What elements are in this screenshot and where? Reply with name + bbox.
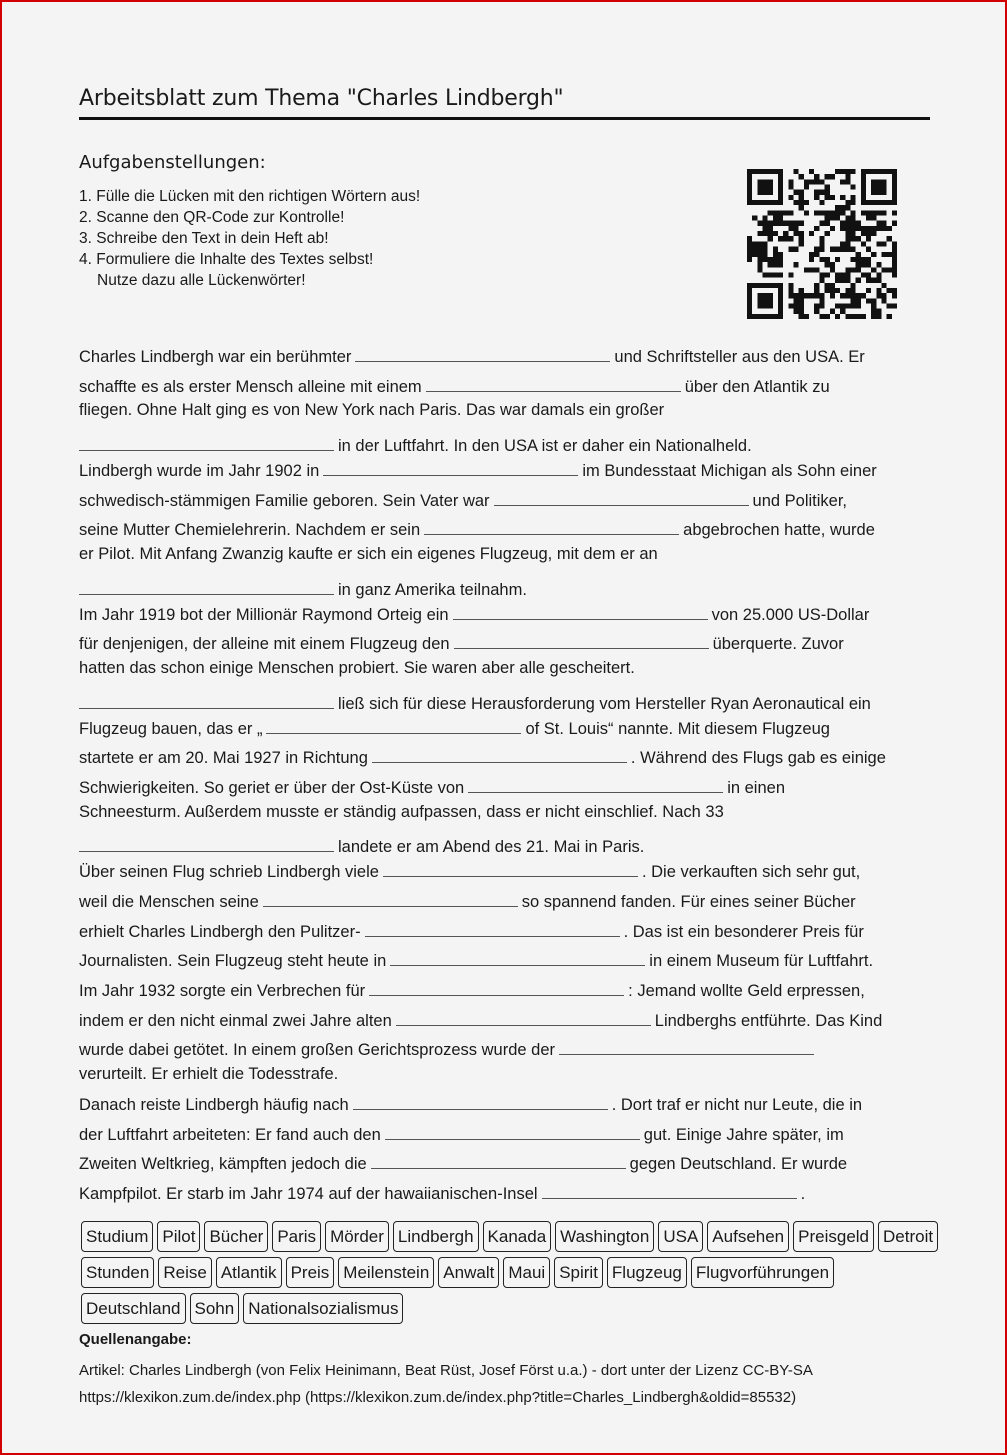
- blank-field[interactable]: [365, 917, 620, 937]
- text-line: [79, 431, 939, 456]
- text-segment: gegen Deutschland. Er wurde: [629, 1155, 848, 1174]
- text-segment: Danach reiste Lindbergh häufig nach: [79, 1095, 349, 1114]
- text-segment: weil die Menschen seine: [79, 892, 259, 911]
- text-segment: Über seinen Flug schrieb Lindbergh viele: [79, 863, 379, 882]
- text-line: [79, 629, 939, 659]
- blank-field[interactable]: [424, 515, 679, 535]
- cloze-text: [79, 342, 939, 1209]
- text-line: [79, 714, 939, 744]
- text-line: [79, 486, 939, 516]
- text-line: [79, 1065, 939, 1090]
- text-line: [79, 401, 939, 431]
- blank-field[interactable]: [355, 342, 610, 362]
- text-segment: of St. Louis“ nannte. Mit diesem Flugzeug: [525, 719, 830, 738]
- text-segment: über den Atlantik zu: [684, 377, 830, 396]
- text-segment: . Dort traf er nicht nur Leute, die in: [611, 1095, 863, 1114]
- word-chip[interactable]: Studium: [81, 1221, 153, 1252]
- word-chip[interactable]: Preisgeld: [793, 1221, 874, 1252]
- text-segment: ließ sich für diese Herausforderung vom Hersteller Ryan Aeronautical ein: [338, 694, 871, 713]
- sources: [79, 1357, 813, 1411]
- blank-field[interactable]: [79, 689, 334, 709]
- text-segment: in einen: [727, 778, 786, 797]
- text-segment: erhielt Charles Lindbergh den Pulitzer-: [79, 922, 361, 941]
- word-chip[interactable]: Deutschland: [81, 1293, 186, 1324]
- word-chip[interactable]: Spirit: [554, 1257, 603, 1288]
- word-chip[interactable]: Aufsehen: [707, 1221, 789, 1252]
- word-chip[interactable]: Washington: [555, 1221, 654, 1252]
- text-segment: verurteilt. Er erhielt die Todesstrafe.: [79, 1065, 339, 1083]
- text-segment: startete er am 20. Mai 1927 in Richtung: [79, 749, 368, 768]
- task-item: 1. Fülle die Lücken mit den richtigen Wörtern aus!: [79, 188, 421, 205]
- text-segment: landete er am Abend des 21. Mai in Paris.: [338, 838, 645, 857]
- text-segment: Schwierigkeiten. So geriet er über der Ost-Küste von: [79, 778, 465, 797]
- text-segment: von 25.000 US-Dollar: [711, 605, 870, 624]
- text-segment: so spannend fanden. Für eines seiner Bücher: [521, 892, 856, 911]
- blank-field[interactable]: [79, 431, 334, 451]
- text-line: [79, 917, 939, 947]
- text-line: [79, 773, 939, 803]
- blank-field[interactable]: [385, 1120, 640, 1140]
- blank-field[interactable]: [383, 857, 638, 877]
- text-segment: schwedisch-stämmigen Familie geboren. Sein Vater war: [79, 491, 490, 510]
- task-item: 2. Scanne den QR-Code zur Kontrolle!: [79, 209, 345, 226]
- task-item: 4. Formuliere die Inhalte des Textes selbst!: [79, 251, 374, 268]
- tasks-heading: Aufgabenstellungen:: [79, 152, 266, 173]
- blank-field[interactable]: [369, 976, 624, 996]
- word-chip[interactable]: USA: [658, 1221, 703, 1252]
- task-list: [79, 186, 420, 291]
- word-chip[interactable]: Paris: [272, 1221, 321, 1252]
- blank-field[interactable]: [353, 1090, 608, 1110]
- blank-field[interactable]: [79, 575, 334, 595]
- word-chip[interactable]: Stunden: [81, 1257, 154, 1288]
- text-line: [79, 600, 939, 630]
- text-line: [79, 1120, 939, 1150]
- word-chip[interactable]: Reise: [158, 1257, 211, 1288]
- blank-field[interactable]: [263, 887, 518, 907]
- text-segment: Charles Lindbergh war ein berühmter: [79, 348, 352, 366]
- text-line: [79, 1179, 939, 1209]
- text-segment: der Luftfahrt arbeiteten: Er fand auch den: [79, 1125, 381, 1144]
- text-line: [79, 659, 939, 689]
- blank-field[interactable]: [396, 1006, 651, 1026]
- word-chip[interactable]: Atlantik: [216, 1257, 282, 1288]
- blank-field[interactable]: [426, 372, 681, 392]
- source-article: Artikel: Charles Lindbergh (von Felix Heinimann, Beat Rüst, Josef Först u.a.) - dort unter der Lizenz CC-BY-SA: [79, 1362, 813, 1379]
- text-line: [79, 456, 939, 486]
- word-chip[interactable]: Pilot: [157, 1221, 200, 1252]
- text-segment: fliegen. Ohne Halt ging es von New York nach Paris. Das war damals ein großer: [79, 401, 665, 420]
- word-chip[interactable]: Lindbergh: [393, 1221, 479, 1252]
- title-divider: [79, 117, 930, 120]
- text-line: [79, 1090, 939, 1120]
- text-segment: gut. Einige Jahre später, im: [643, 1125, 844, 1144]
- text-segment: . Während des Flugs gab es einige: [630, 749, 886, 768]
- blank-field[interactable]: [453, 600, 708, 620]
- word-chip[interactable]: Mörder: [325, 1221, 389, 1252]
- word-chip[interactable]: Flugvorführungen: [691, 1257, 834, 1288]
- page-title: Arbeitsblatt zum Thema "Charles Lindbergh": [79, 86, 564, 111]
- qr-code-icon[interactable]: [747, 168, 897, 320]
- text-line: [79, 372, 939, 402]
- text-segment: im Bundesstaat Michigan als Sohn einer: [582, 461, 877, 480]
- word-chip[interactable]: Bücher: [204, 1221, 268, 1252]
- text-line: [79, 515, 939, 545]
- text-segment: und Schriftsteller aus den USA. Er: [614, 348, 865, 366]
- text-segment: für denjenigen, der alleine mit einem Flugzeug den: [79, 635, 450, 654]
- word-chip[interactable]: Maui: [503, 1257, 550, 1288]
- text-segment: Flugzeug bauen, das er „: [79, 719, 263, 738]
- text-line: [79, 1035, 939, 1065]
- blank-field[interactable]: [266, 714, 521, 734]
- text-line: [79, 689, 939, 714]
- text-line: [79, 743, 939, 773]
- word-chip[interactable]: Meilenstein: [338, 1257, 434, 1288]
- text-segment: seine Mutter Chemielehrerin. Nachdem er sein: [79, 521, 421, 540]
- text-segment: in der Luftfahrt. In den USA ist er daher ein Nationalheld.: [338, 437, 752, 456]
- source-url[interactable]: https://klexikon.zum.de/index.php (https://klexikon.zum.de/index.php?title=Charles_Lindbergh&oldid=85532): [79, 1389, 797, 1406]
- sources-heading: Quellenangabe:: [79, 1331, 192, 1348]
- blank-field[interactable]: [454, 629, 709, 649]
- text-line: [79, 887, 939, 917]
- text-segment: Kampfpilot. Er starb im Jahr 1974 auf der hawaiianischen-Insel: [79, 1184, 538, 1203]
- text-line: [79, 575, 939, 600]
- text-line: [79, 832, 939, 857]
- word-chip[interactable]: Nationalsozialismus: [243, 1293, 403, 1324]
- blank-field[interactable]: [559, 1035, 814, 1055]
- task-item: 3. Schreibe den Text in dein Heft ab!: [79, 230, 329, 247]
- text-segment: schaffte es als erster Mensch alleine mit einem: [79, 377, 422, 396]
- word-chip[interactable]: Anwalt: [438, 1257, 499, 1288]
- text-segment: Lindberghs entführte. Das Kind: [654, 1011, 883, 1030]
- text-line: [79, 342, 939, 372]
- task-item: Nutze dazu alle Lückenwörter!: [97, 272, 306, 289]
- text-segment: : Jemand wollte Geld erpressen,: [628, 981, 865, 1000]
- word-bank: [81, 1221, 941, 1324]
- text-segment: überquerte. Zuvor: [712, 635, 844, 654]
- text-segment: und Politiker,: [752, 491, 848, 510]
- text-segment: Im Jahr 1932 sorgte ein Verbrechen für: [79, 981, 366, 1000]
- text-segment: Journalisten. Sein Flugzeug steht heute in: [79, 952, 387, 971]
- text-segment: Schneesturm. Außerdem musste er ständig aufpassen, dass er nicht einschlief. Nach 33: [79, 802, 724, 821]
- blank-field[interactable]: [371, 1149, 626, 1169]
- blank-field[interactable]: [494, 486, 749, 506]
- text-segment: in ganz Amerika teilnahm.: [338, 580, 527, 599]
- word-chip[interactable]: Kanada: [483, 1221, 552, 1252]
- text-segment: hatten das schon einige Menschen probiert. Sie waren aber alle gescheitert.: [79, 658, 635, 677]
- text-segment: Zweiten Weltkrieg, kämpften jedoch die: [79, 1155, 367, 1174]
- text-segment: . Die verkauften sich sehr gut,: [641, 863, 861, 882]
- text-segment: Lindbergh wurde im Jahr 1902 in: [79, 461, 320, 480]
- blank-field[interactable]: [372, 743, 627, 763]
- word-chip[interactable]: Flugzeug: [607, 1257, 687, 1288]
- text-line: [79, 1149, 939, 1179]
- word-chip[interactable]: Sohn: [190, 1293, 240, 1324]
- text-line: [79, 1006, 939, 1036]
- blank-field[interactable]: [323, 456, 578, 476]
- text-line: [79, 946, 939, 976]
- text-line: [79, 545, 939, 575]
- text-segment: in einem Museum für Luftfahrt.: [649, 952, 874, 971]
- word-chip[interactable]: Preis: [286, 1257, 335, 1288]
- text-segment: wurde dabei getötet. In einem großen Gerichtsprozess wurde der: [79, 1041, 556, 1060]
- text-segment: abgebrochen hatte, wurde: [683, 521, 875, 540]
- text-line: [79, 857, 939, 887]
- text-segment: Im Jahr 1919 bot der Millionär Raymond Orteig ein: [79, 605, 449, 624]
- text-line: [79, 803, 939, 833]
- text-segment: . Das ist ein besonderer Preis für: [623, 922, 864, 941]
- blank-field[interactable]: [468, 773, 723, 793]
- text-segment: er Pilot. Mit Anfang Zwanzig kaufte er sich ein eigenes Flugzeug, mit dem er an: [79, 545, 658, 564]
- word-chip[interactable]: Detroit: [878, 1221, 938, 1252]
- blank-field[interactable]: [390, 946, 645, 966]
- blank-field[interactable]: [79, 832, 334, 852]
- text-line: [79, 976, 939, 1006]
- text-segment: .: [800, 1184, 806, 1203]
- text-segment: indem er den nicht einmal zwei Jahre alten: [79, 1011, 392, 1030]
- blank-field[interactable]: [542, 1179, 797, 1199]
